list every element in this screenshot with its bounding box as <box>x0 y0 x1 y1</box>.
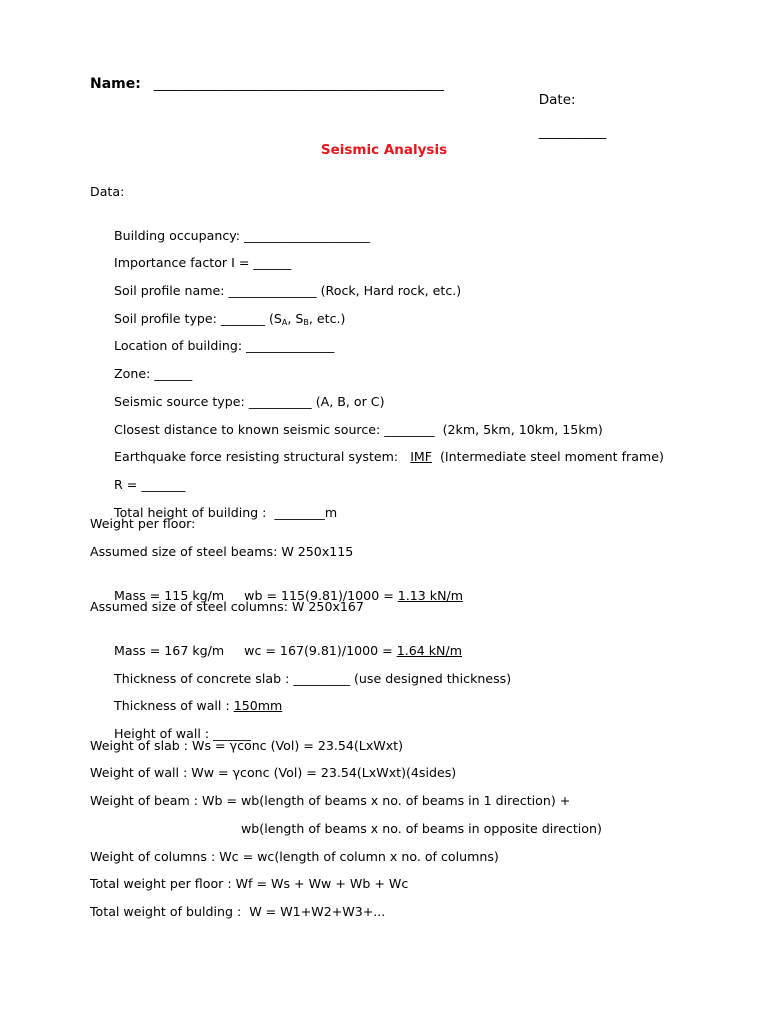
location-label: Location of building: <box>114 338 247 354</box>
worksheet-lines <box>90 184 750 932</box>
r-blank: _______ <box>141 476 186 492</box>
line-wall-weight: Weight of wall : Ww = γconc (Vol) = 23.54(LxWxt)(4sides) <box>90 765 457 781</box>
line-height <box>90 489 750 520</box>
system-label: Earthquake force resisting structural system: <box>114 449 411 465</box>
occupancy-blank: ____________________ <box>244 227 370 243</box>
soil-name-note: (Rock, Hard rock, etc.) <box>316 283 462 299</box>
importance-label: Importance factor I = <box>114 255 254 271</box>
beam-mass-label: Mass = 115 kg/m wb = 115(9.81)/1000 = <box>114 587 398 603</box>
line-building-total: Total weight of bulding : W = W1+W2+W3+... <box>90 903 386 919</box>
slab-thickness-blank: _________ <box>293 670 350 686</box>
line-column-size: Assumed size of steel columns: W 250x167 <box>90 599 364 615</box>
height-blank: ________ <box>274 504 325 520</box>
page-title: Seismic Analysis <box>320 142 448 158</box>
height-label: Total height of building : <box>114 504 275 520</box>
zone-label: Zone: <box>114 366 155 382</box>
line-slab-weight: Weight of slab : Ws = γconc (Vol) = 23.54(LxWxt) <box>90 737 404 753</box>
source-type-label: Seismic source type: <box>114 393 249 409</box>
soil-type-sub-b: B <box>303 317 309 327</box>
system-note: (Intermediate steel moment frame) <box>432 449 664 465</box>
r-label: R = <box>114 476 142 492</box>
line-column-weight: Weight of columns : Wc = wc(length of column x no. of columns) <box>90 848 499 864</box>
system-value: IMF <box>410 449 433 465</box>
beam-mass-value: 1.13 kN/m <box>397 587 464 603</box>
column-mass-value: 1.64 kN/m <box>396 643 462 658</box>
zone-blank: ______ <box>154 366 193 382</box>
importance-blank: ______ <box>253 255 292 271</box>
wall-height-blank: ______ <box>213 726 251 742</box>
slab-thickness-note: (use designed thickness) <box>350 670 512 686</box>
occupancy-label: Building occupancy: <box>114 227 245 243</box>
slab-thickness-label: Thickness of concrete slab : <box>114 670 294 686</box>
header-row <box>90 76 728 140</box>
height-unit: m <box>324 504 338 520</box>
line-data: Data: <box>90 184 125 199</box>
distance-label: Closest distance to known seismic source: <box>114 421 385 437</box>
line-beam-size: Assumed size of steel beams: W 250x115 <box>90 543 354 559</box>
source-type-note: (A, B, or C) <box>311 393 385 409</box>
soil-type-note-close: , etc.) <box>308 310 346 326</box>
date-label: Date: <box>538 92 576 108</box>
line-beam-weight-2: wb(length of beams x no. of beams in opposite direction) <box>241 820 602 836</box>
wall-thickness-label: Thickness of wall : <box>114 698 234 714</box>
line-beam-weight-1: Weight of beam : Wb = wb(length of beams x no. of beams in 1 direction) + <box>90 793 571 809</box>
line-occupancy <box>90 212 750 243</box>
line-beam-mass <box>90 572 750 603</box>
location-blank: ______________ <box>246 338 335 354</box>
date-blank: __________ <box>538 124 607 140</box>
soil-name-blank: ______________ <box>228 283 317 299</box>
soil-type-blank: _______ <box>220 310 265 326</box>
distance-note: (2km, 5km, 10km, 15km) <box>434 421 603 437</box>
name-blank: ___________________________________________ <box>153 76 444 92</box>
soil-type-sep: , S <box>287 310 304 326</box>
soil-type-note-open: (S <box>264 310 282 326</box>
soil-type-sub-a: A <box>281 317 288 327</box>
line-floor-total: Total weight per floor : Wf = Ws + Ww + Wb + Wc <box>90 876 409 892</box>
source-type-blank: __________ <box>248 393 312 409</box>
wall-height-label: Height of wall : <box>114 726 214 742</box>
soil-type-label: Soil profile type: <box>114 310 221 326</box>
column-mass-label: Mass = 167 kg/m wc = 167(9.81)/1000 = <box>114 643 397 658</box>
soil-name-label: Soil profile name: <box>114 283 229 299</box>
name-label: Name: <box>90 76 141 92</box>
wall-thickness-value: 150mm <box>233 698 283 714</box>
line-weight-per-floor: Weight per floor: <box>90 516 196 532</box>
distance-blank: ________ <box>384 421 435 437</box>
line-column-mass <box>90 627 750 658</box>
